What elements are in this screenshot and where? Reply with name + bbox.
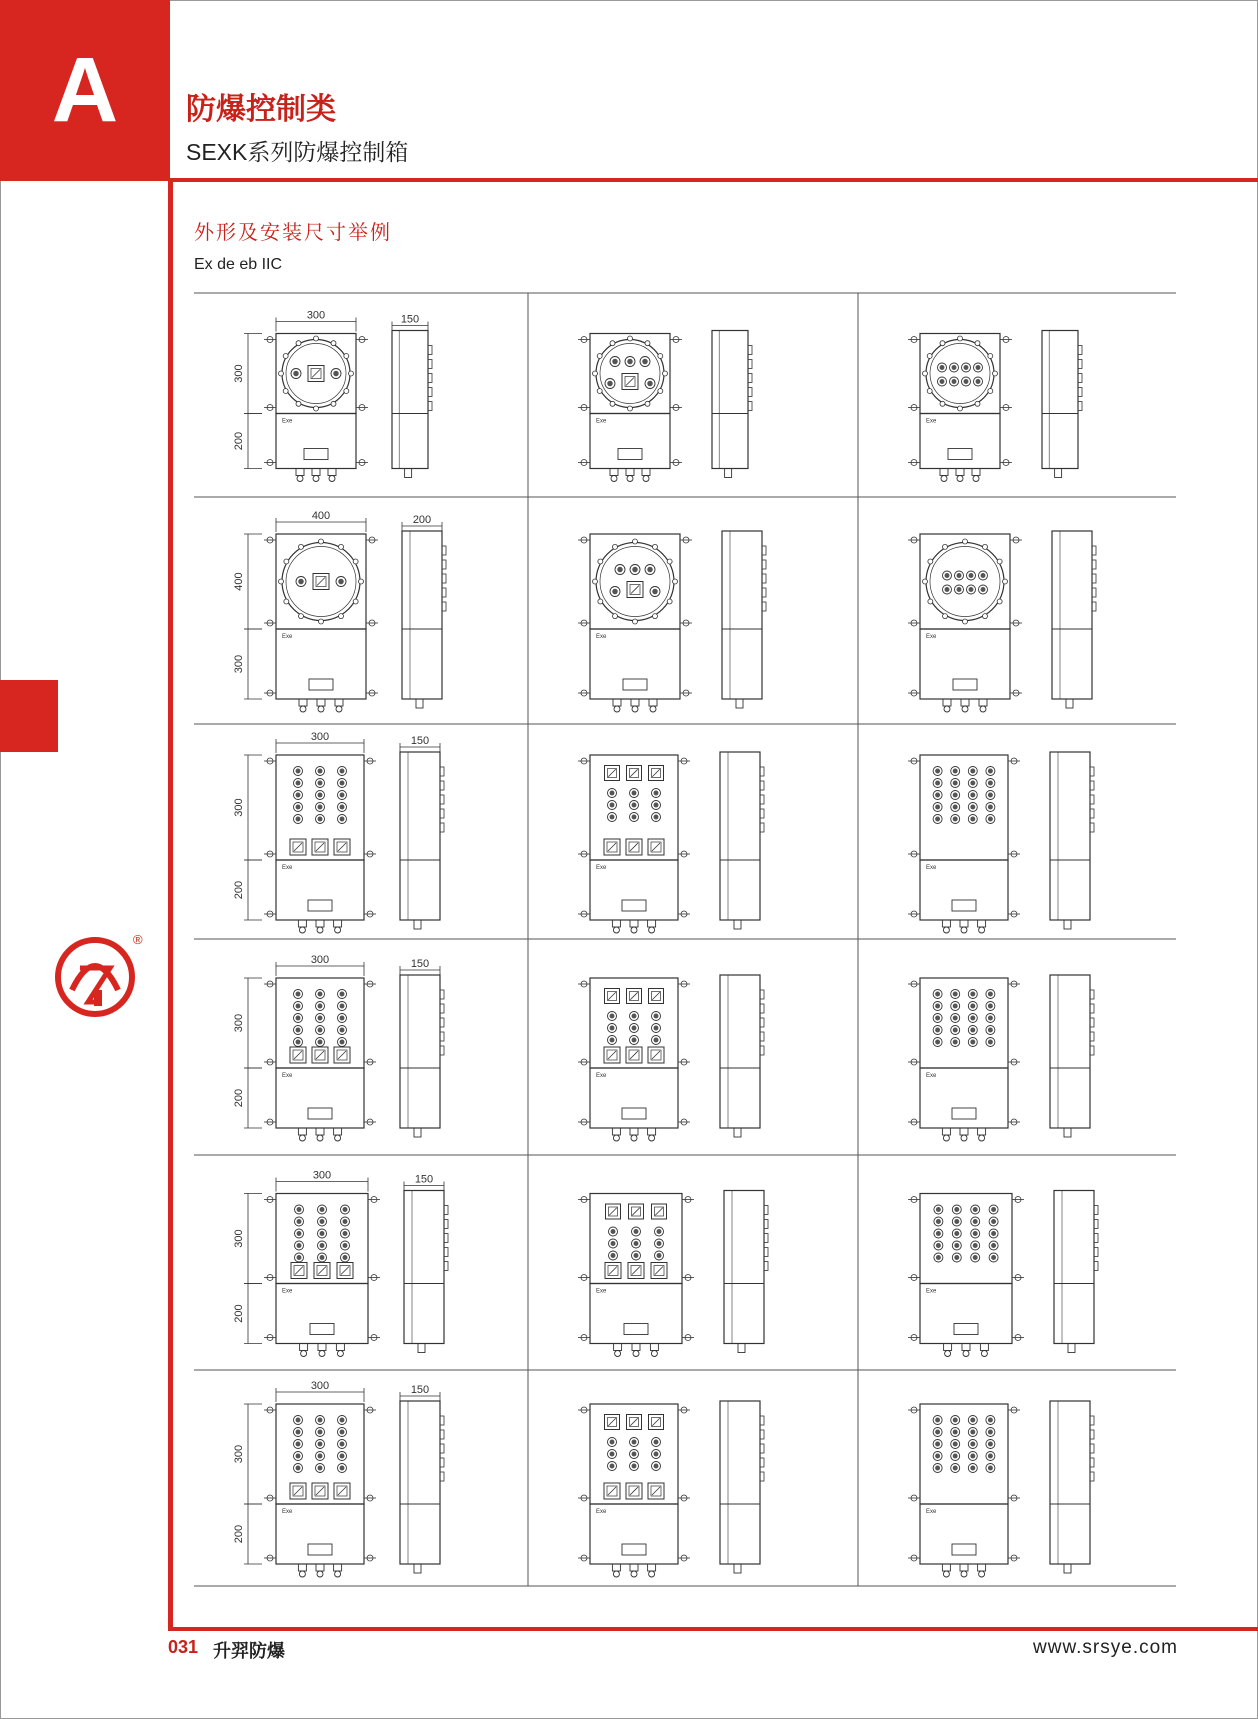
dimension-label: 300	[310, 1380, 330, 1392]
drawing-cell-r6-c1	[233, 1380, 444, 1577]
dimension-label: 300	[233, 1229, 245, 1248]
enclosure-label: Exe	[596, 1509, 607, 1515]
enclosure-label: Exe	[596, 1288, 607, 1295]
dimension-label: 300	[312, 1169, 332, 1182]
registered-mark: ®	[133, 932, 143, 947]
dimension-label: 150	[410, 735, 430, 747]
enclosure-label: Exe	[596, 418, 607, 425]
enclosure-label: Exe	[926, 418, 937, 425]
dimension-label: 200	[233, 1304, 245, 1323]
drawing-cell-r6-c2	[578, 1401, 764, 1577]
dimension-label: 200	[233, 431, 245, 451]
enclosure-label: Exe	[282, 865, 293, 871]
enclosure-label: Exe	[282, 1073, 293, 1079]
drawing-cell-r2-c2	[578, 531, 766, 712]
enclosure-label: Exe	[926, 1288, 937, 1295]
dimension-label: 400	[311, 510, 331, 522]
dimension-label: 300	[306, 309, 326, 322]
enclosure-label: Exe	[282, 1509, 293, 1515]
dimension-label: 200	[233, 880, 245, 900]
dimension-label: 300	[233, 654, 245, 674]
dimension-label: 300	[310, 954, 330, 966]
footer-brand: 升羿防爆	[213, 1641, 285, 1661]
enclosure-label: Exe	[596, 1073, 607, 1079]
enclosure-label: Exe	[926, 1073, 937, 1079]
drawing-cell-r5-c2	[578, 1191, 768, 1357]
drawing-cell-r3-c3	[908, 752, 1094, 933]
enclosure-label: Exe	[282, 418, 293, 425]
enclosure-label: Exe	[926, 1509, 937, 1515]
drawing-cell-r3-c2	[578, 752, 764, 933]
dimension-label: 150	[414, 1173, 434, 1186]
drawing-cell-r2-c1	[233, 510, 446, 712]
dimension-label: 300	[233, 798, 245, 817]
drawing-cell-r6-c3	[908, 1401, 1094, 1577]
dimension-label: 300	[233, 1013, 245, 1033]
dimension-label: 150	[400, 313, 420, 326]
series-title: SEXK系列防爆控制箱	[186, 139, 409, 165]
drawing-cell-r5-c1	[233, 1170, 448, 1357]
dimension-label: 300	[310, 731, 330, 743]
enclosure-label: Exe	[926, 634, 937, 640]
enclosure-label: Exe	[596, 634, 607, 640]
drawing-cell-r4-c2	[578, 975, 764, 1141]
drawing-cell-r4-c3	[908, 975, 1094, 1141]
explosion-marking: Ex de eb IIC	[194, 256, 283, 273]
chapter-letter: A	[51, 39, 119, 141]
dimension-label: 200	[233, 1088, 245, 1108]
enclosure-label: Exe	[282, 634, 293, 640]
dimension-label: 200	[233, 1524, 245, 1544]
drawing-cell-r3-c1	[233, 731, 444, 933]
dimension-label: 200	[412, 514, 432, 526]
drawing-cell-r2-c3	[908, 531, 1096, 712]
drawing-cell-r4-c1	[233, 954, 444, 1141]
drawing-cell-r1-c2	[578, 331, 752, 482]
enclosure-label: Exe	[926, 865, 937, 871]
dimension-label: 150	[410, 958, 430, 970]
dimension-label: 300	[233, 1444, 245, 1464]
dimension-label: 150	[410, 1384, 430, 1396]
category-title: 防爆控制类	[186, 93, 336, 126]
footer-website: www.srsye.com	[1033, 1637, 1178, 1658]
drawing-cell-r1-c3	[908, 331, 1082, 482]
enclosure-label: Exe	[282, 1288, 293, 1295]
dimension-label: 300	[233, 364, 245, 383]
section-title: 外形及安装尺寸举例	[194, 222, 392, 244]
dimension-label: 400	[233, 572, 245, 591]
drawing-cell-r1-c1	[233, 310, 432, 482]
page-number: 031	[168, 1637, 199, 1657]
drawing-cell-r5-c3	[908, 1191, 1098, 1357]
enclosure-label: Exe	[596, 865, 607, 871]
